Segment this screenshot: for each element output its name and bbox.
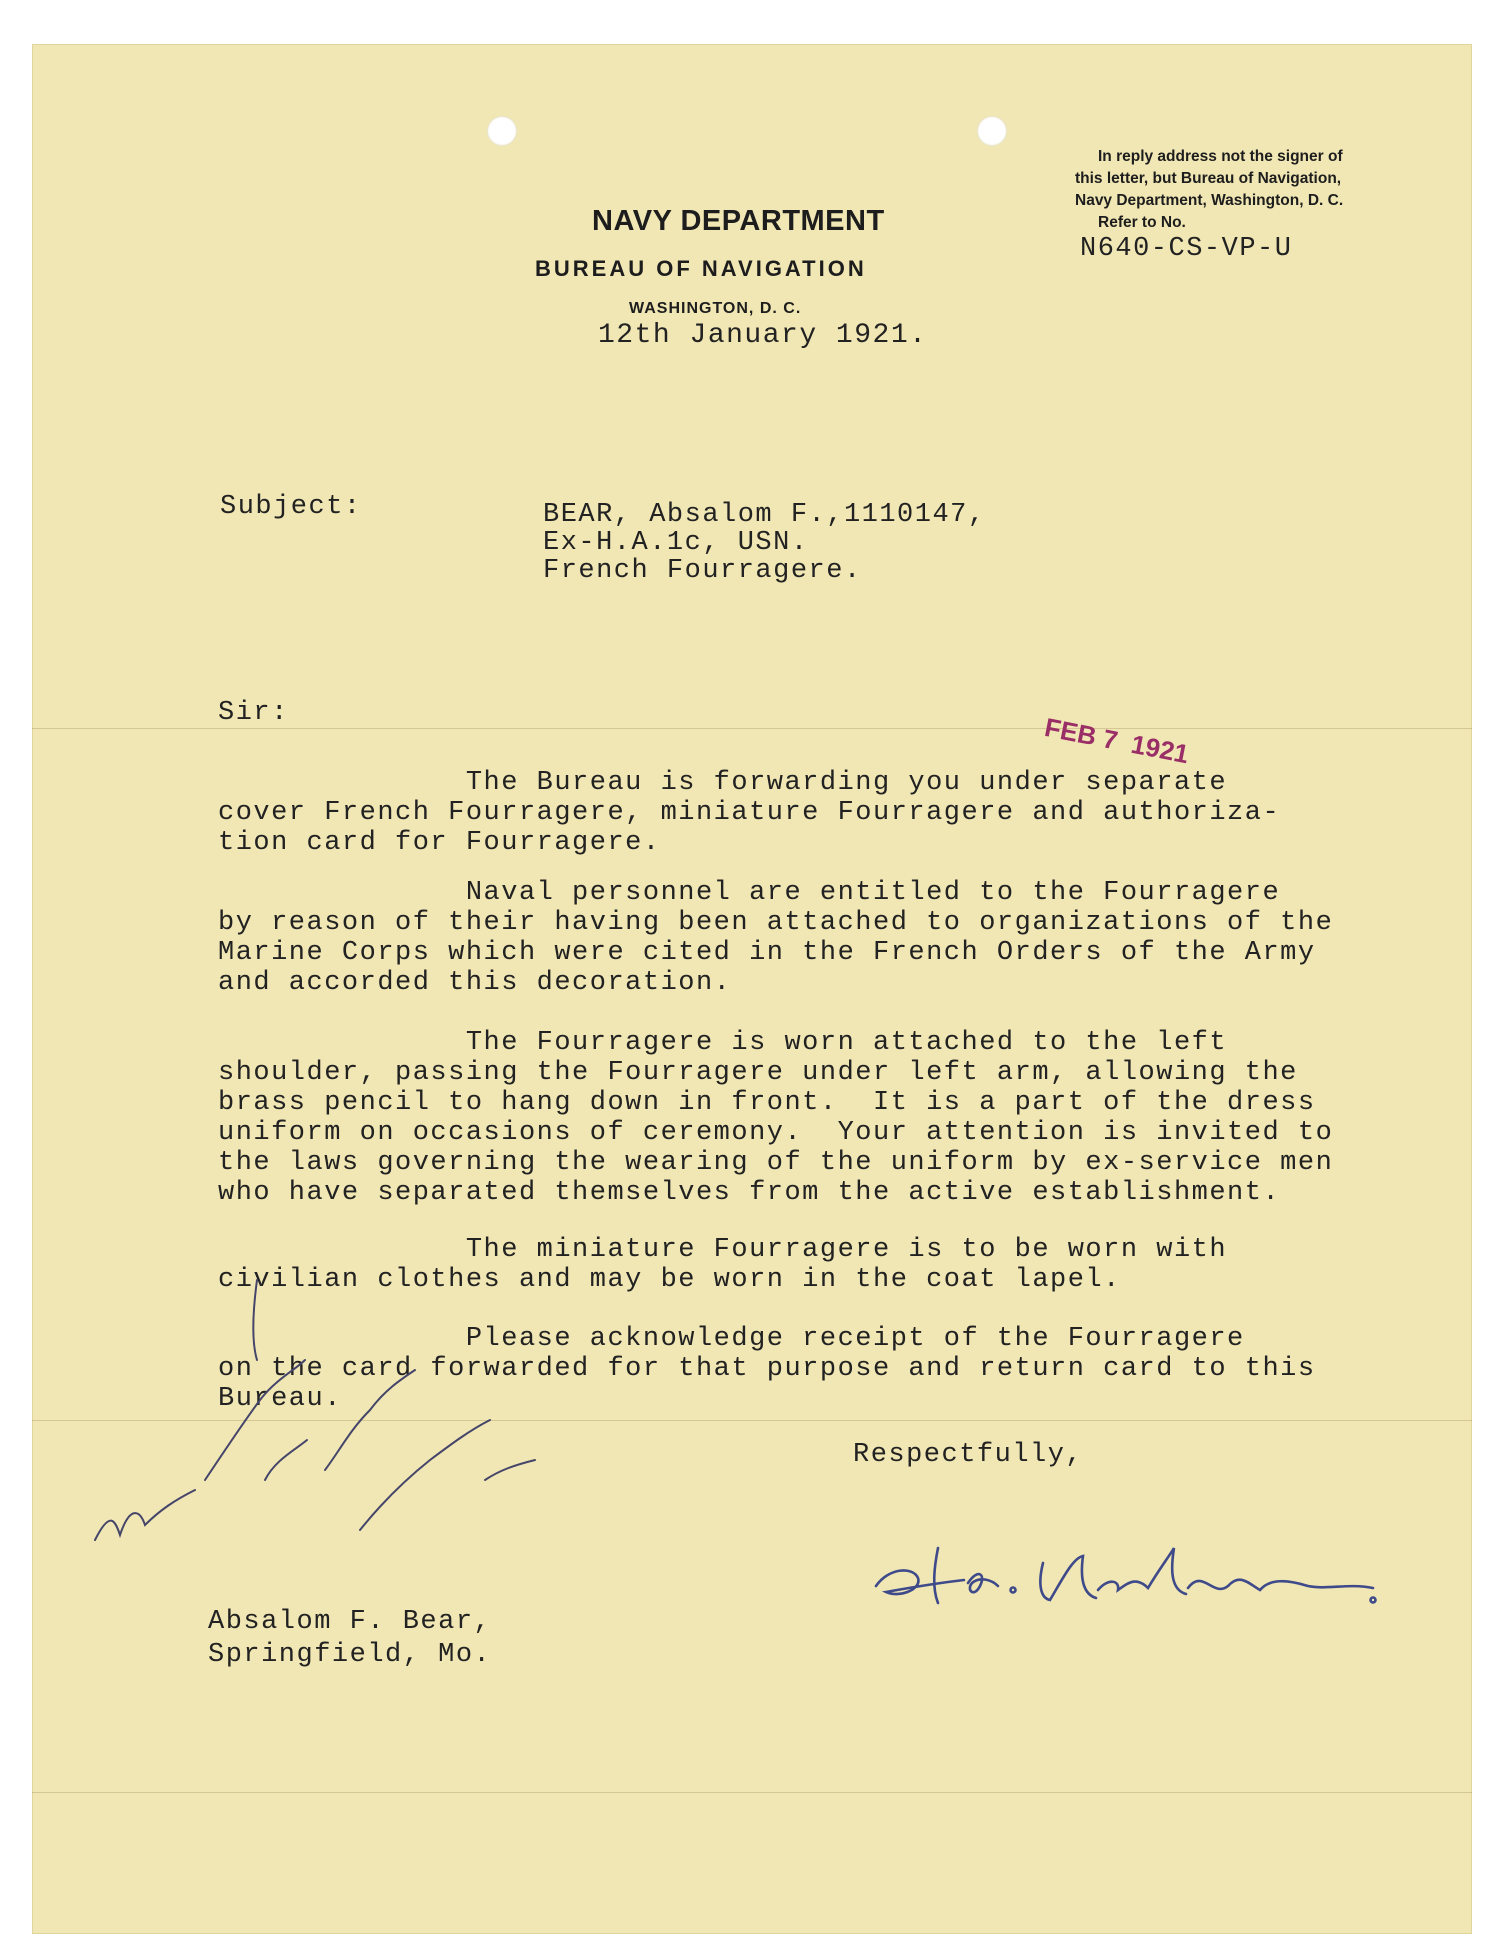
subject-line: Ex-H.A.1c, USN. <box>543 528 809 558</box>
bureau-heading: BUREAU OF NAVIGATION <box>535 256 867 281</box>
subject-label: Subject: <box>220 492 362 522</box>
punch-hole <box>977 116 1007 146</box>
punch-hole <box>487 116 517 146</box>
subject-line: French Fourragere. <box>543 556 862 586</box>
received-date-stamp: FEB 7 1921 <box>1042 712 1192 770</box>
salutation: Sir: <box>218 698 289 728</box>
body-paragraph: Please acknowledge receipt of the Fourragere on the card forwarded for that purpose and return card to this Bureau. <box>218 1324 1316 1414</box>
handwritten-margin-note <box>85 1270 565 1580</box>
body-paragraph: The Fourragere is worn attached to the left shoulder, passing the Fourragere under left arm, allowing the brass pencil to hang down in front. It is a part of the dress uniform on occasions of ceremony. Your attention is invited to the laws governing the wearing of the uniform by ex-service men who have separated themselves from the active establishment. <box>218 1028 1334 1208</box>
addressee-city: Springfield, Mo. <box>208 1640 492 1670</box>
addressee-name: Absalom F. Bear, <box>208 1607 492 1637</box>
reply-notice-line: Navy Department, Washington, D. C. <box>1075 192 1344 209</box>
reply-notice-line: Refer to No. <box>1098 214 1186 231</box>
fold-line <box>32 1792 1472 1793</box>
body-paragraph: Naval personnel are entitled to the Fourragere by reason of their having been attached to organizations of the Marine Corps which were cited in the French Orders of the Army and accorded this decoration. <box>218 878 1334 998</box>
body-paragraph: The Bureau is forwarding you under separate cover French Fourragere, miniature Fourragere and authoriza- tion card for Fourragere. <box>218 768 1281 858</box>
reply-notice-line: this letter, but Bureau of Navigation, <box>1075 170 1342 187</box>
reference-number: N640-CS-VP-U <box>1080 234 1293 264</box>
reply-notice-line: In reply address not the signer of <box>1098 148 1343 165</box>
location-heading: WASHINGTON, D. C. <box>629 300 802 317</box>
closing: Respectfully, <box>853 1440 1084 1470</box>
department-heading: NAVY DEPARTMENT <box>592 205 885 237</box>
signature <box>868 1528 1388 1618</box>
subject-line: BEAR, Absalom F.,1110147, <box>543 500 986 530</box>
fold-line <box>32 728 1472 729</box>
body-paragraph: The miniature Fourragere is to be worn with civilian clothes and may be worn in the coat lapel. <box>218 1235 1228 1295</box>
letter-date: 12th January 1921. <box>598 320 928 351</box>
